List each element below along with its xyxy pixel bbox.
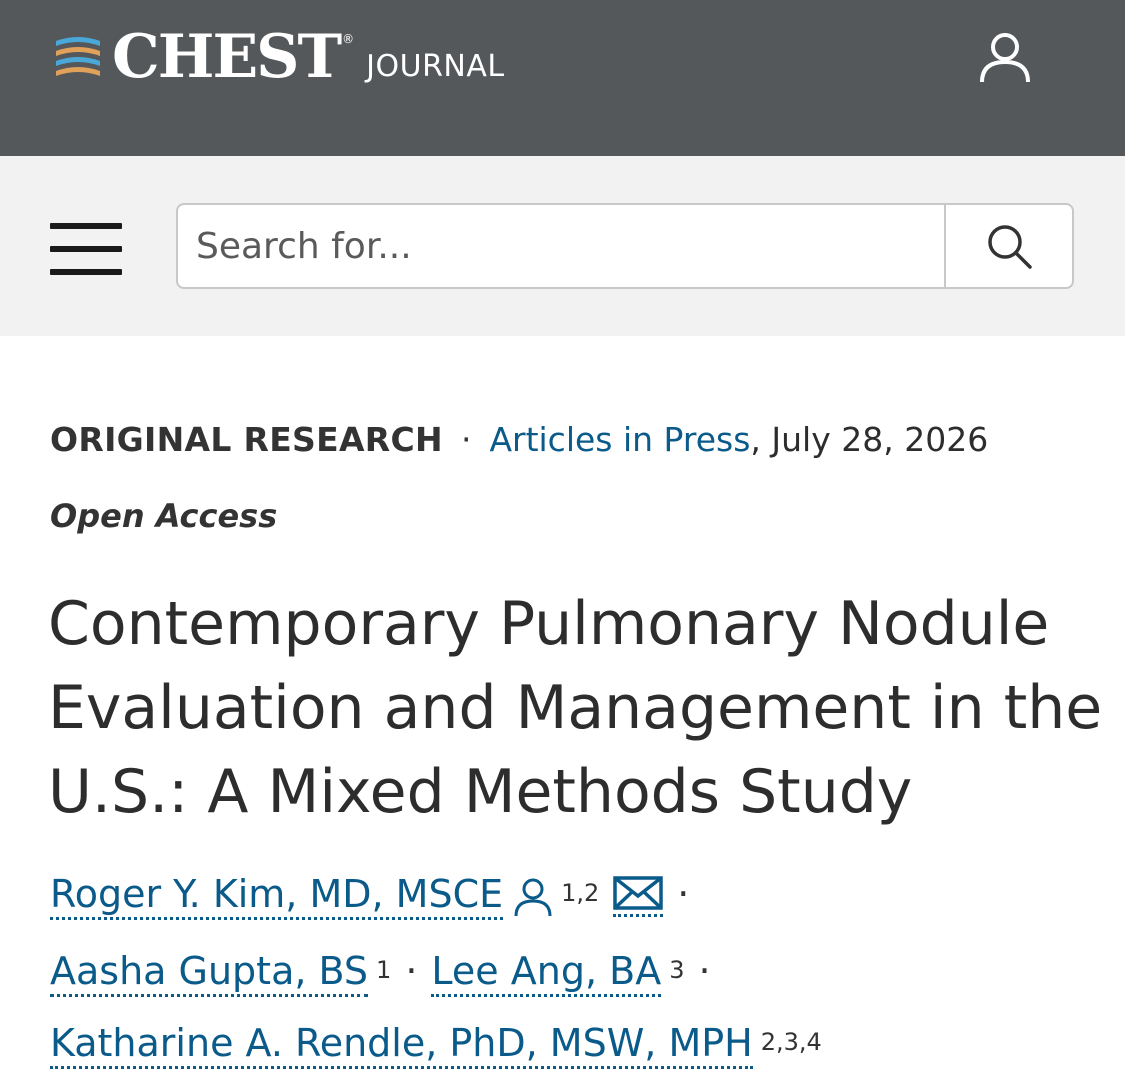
author-line xyxy=(50,935,1110,1012)
logo-registered-mark: ® xyxy=(342,32,355,46)
corresponding-author-icon xyxy=(513,876,553,918)
hamburger-line xyxy=(50,269,122,275)
author-separator: · xyxy=(405,949,418,993)
author-affiliation: 3 xyxy=(669,956,685,984)
open-access-label: Open Access xyxy=(50,497,278,535)
author-link[interactable]: Katharine A. Rendle, PhD, MSW, MPH xyxy=(50,1020,753,1069)
author-separator: · xyxy=(698,949,711,993)
author-link[interactable]: Aasha Gupta, BS xyxy=(50,948,368,997)
publication-date: , July 28, 2026 xyxy=(750,420,989,459)
author-link[interactable]: Roger Y. Kim, MD, MSCE xyxy=(50,871,503,920)
articles-in-press-link[interactable]: Articles in Press xyxy=(489,420,751,459)
article-meta xyxy=(50,420,988,459)
search-button[interactable] xyxy=(944,205,1072,287)
author-line xyxy=(50,1012,1110,1084)
author-link[interactable]: Lee Ang, BA xyxy=(431,948,661,997)
chest-logo-mark-icon xyxy=(52,31,104,83)
article-type: ORIGINAL RESEARCH xyxy=(50,420,443,459)
hamburger-line xyxy=(50,246,122,252)
account-button[interactable] xyxy=(970,22,1040,92)
author-affiliation: 2,3,4 xyxy=(760,1028,822,1056)
search-input[interactable] xyxy=(178,205,944,287)
author-line xyxy=(50,858,1110,935)
hamburger-menu-icon xyxy=(50,223,122,229)
author-affiliation: 1 xyxy=(376,956,392,984)
article-title: Contemporary Pulmonary Nodule Evaluation and Management in the U.S.: A Mixed Methods Study xyxy=(48,589,1103,827)
email-author-link[interactable] xyxy=(613,876,663,917)
search-bar-section xyxy=(0,156,1125,336)
menu-button[interactable] xyxy=(50,221,124,277)
user-icon xyxy=(978,30,1032,84)
site-header xyxy=(0,0,1125,156)
author-list xyxy=(50,858,1110,1084)
mail-icon xyxy=(613,876,663,910)
logo-wordmark: CHEST xyxy=(112,22,341,92)
search-icon xyxy=(983,220,1035,272)
logo-subtitle: JOURNAL xyxy=(366,48,505,84)
meta-separator: · xyxy=(460,420,472,459)
search-box xyxy=(176,203,1074,289)
author-separator: · xyxy=(677,872,690,916)
chest-journal-logo[interactable] xyxy=(52,22,505,92)
author-affiliation: 1,2 xyxy=(561,879,600,907)
